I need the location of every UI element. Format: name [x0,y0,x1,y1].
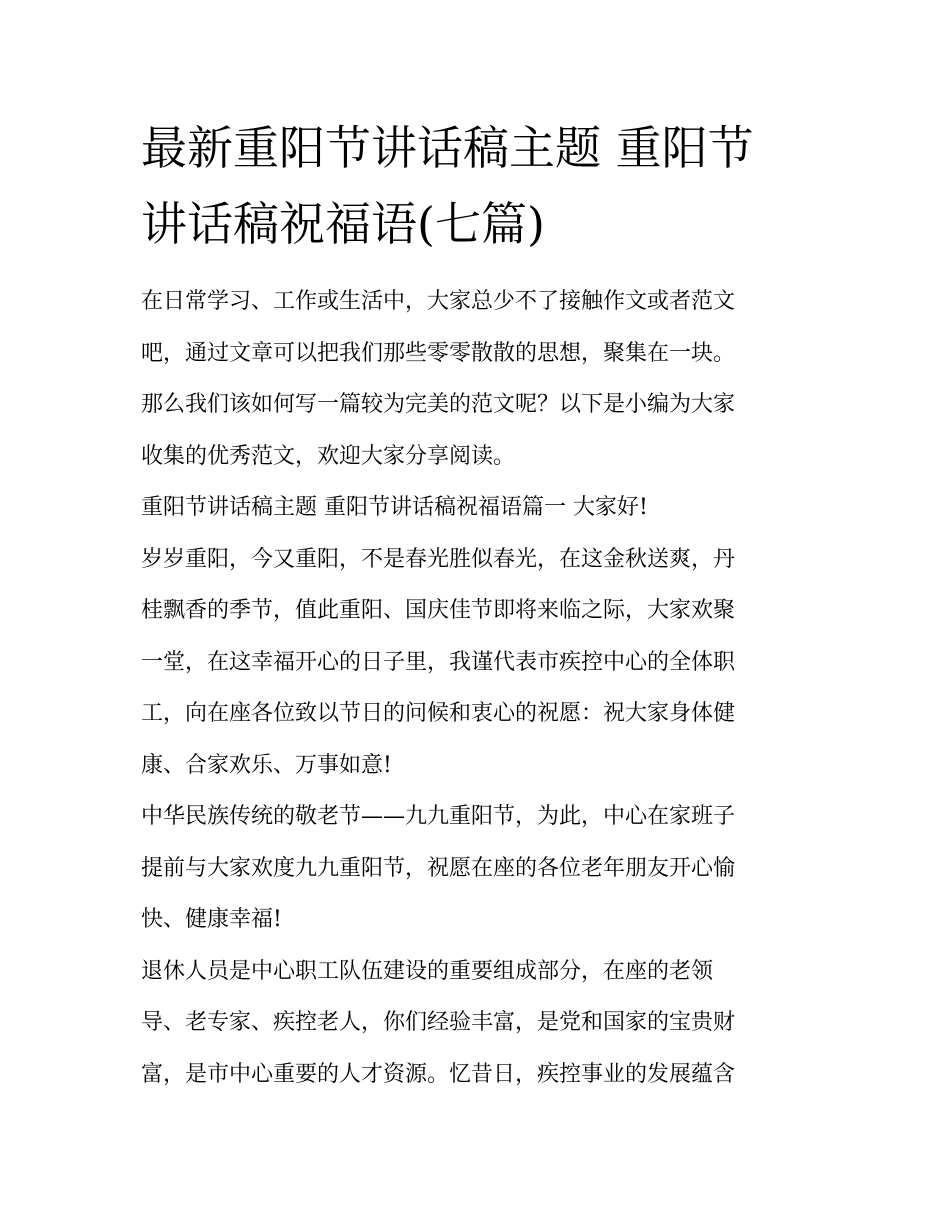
paragraph-heading-one [141,482,821,534]
text-line: 工，向在座各位致以节日的问候和衷心的祝愿：祝大家身体健 [141,701,736,726]
text-line: 导、老专家、疾控老人，你们经验丰富，是党和国家的宝贵财 [141,1010,736,1035]
paragraph-greeting [141,534,821,792]
paragraph-retirees [141,946,821,1101]
text-line: 富，是市中心重要的人才资源。忆昔日，疾控事业的发展蕴含 [141,1061,736,1087]
paragraph-festival [141,791,821,946]
text-line: 快、健康幸福! [141,907,282,932]
text-line: 中华民族传统的敬老节——九九重阳节，为此，中心在家班子 [141,804,736,829]
text-line: 在日常学习、工作或生活中，大家总少不了接触作文或者范文 [141,289,736,314]
title-line: 最新重阳节讲话稿主题 重阳节 [141,121,754,175]
text-line: 康、合家欢乐、万事如意! [141,752,392,778]
text-line: 收集的优秀范文，欢迎大家分享阅读。 [141,443,516,469]
title-line: 讲话稿祝福语(七篇) [141,197,545,251]
text-line: 重阳节讲话稿主题 重阳节讲话稿祝福语篇一 大家好! [141,495,648,520]
paragraph-intro [141,276,821,482]
document-body [141,276,821,1100]
text-line: 提前与大家欢度九九重阳节，祝愿在座的各位老年朋友开心愉 [141,855,736,881]
text-line: 岁岁重阳，今又重阳，不是春光胜似春光，在这金秋送爽，丹 [141,546,736,572]
document-title [141,110,821,262]
text-line: 一堂，在这幸福开心的日子里，我谨代表市疾控中心的全体职 [141,649,736,675]
text-line: 那么我们该如何写一篇较为完美的范文呢？以下是小编为大家 [141,392,736,417]
text-line: 吧，通过文章可以把我们那些零零散散的思想，聚集在一块。 [141,340,736,366]
text-line: 退休人员是中心职工队伍建设的重要组成部分，在座的老领 [141,958,714,984]
text-line: 桂飘香的季节，值此重阳、国庆佳节即将来临之际，大家欢聚 [141,598,736,623]
